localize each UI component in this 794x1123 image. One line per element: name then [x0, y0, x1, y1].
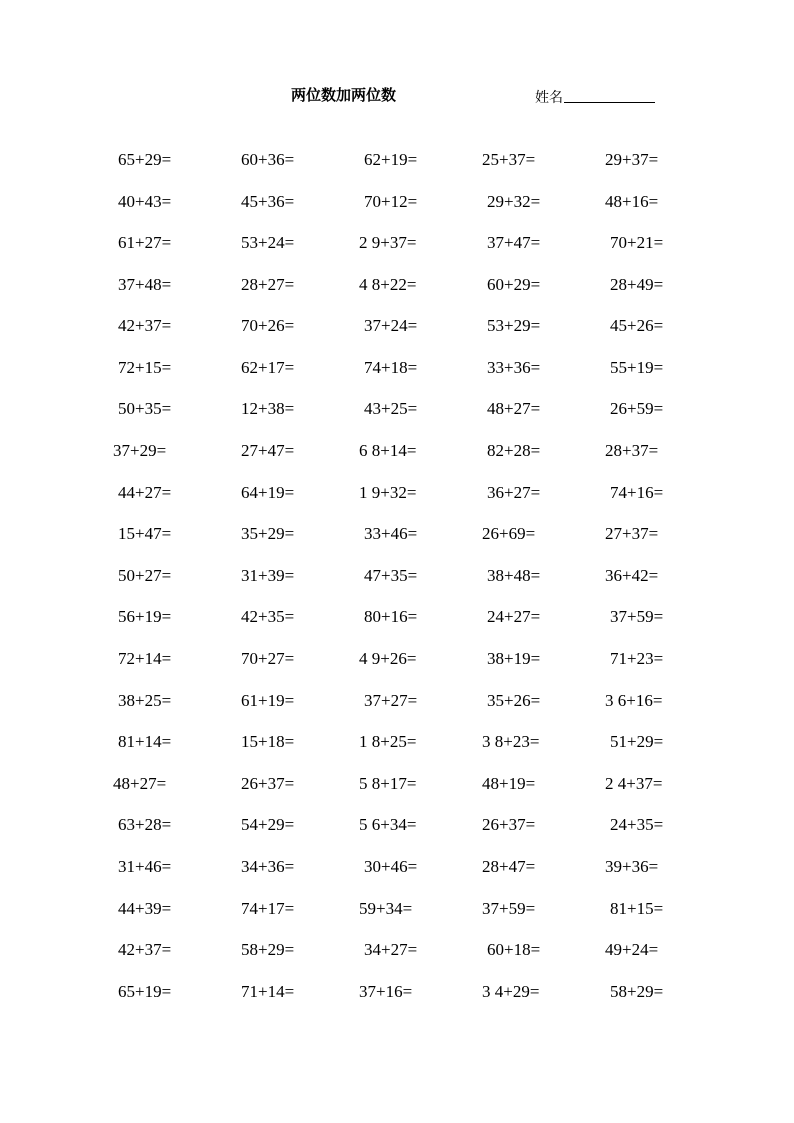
problem-item: 30+46=	[364, 857, 418, 876]
problem-item: 62+19=	[364, 150, 418, 169]
problem-row	[0, 190, 794, 214]
problem-item: 5 6+34=	[359, 815, 417, 834]
problem-item: 53+24=	[241, 233, 295, 252]
problem-item: 71+14=	[241, 982, 295, 1001]
problem-item: 55+19=	[610, 358, 664, 377]
problem-item: 4 9+26=	[359, 649, 417, 668]
problem-item: 27+47=	[241, 441, 295, 460]
problem-row	[0, 689, 794, 713]
problem-row	[0, 231, 794, 255]
problem-item: 37+59=	[610, 607, 664, 626]
problem-item: 28+27=	[241, 275, 295, 294]
problem-item: 70+27=	[241, 649, 295, 668]
problem-item: 6 8+14=	[359, 441, 417, 460]
problem-row	[0, 772, 794, 796]
problem-row	[0, 980, 794, 1004]
problem-item: 74+16=	[610, 483, 664, 502]
problem-item: 45+36=	[241, 192, 295, 211]
problem-row	[0, 356, 794, 380]
problem-item: 15+47=	[118, 524, 172, 543]
problem-item: 81+14=	[118, 732, 172, 751]
problem-item: 80+16=	[364, 607, 418, 626]
problem-item: 2 4+37=	[605, 774, 663, 793]
problem-item: 29+37=	[605, 150, 659, 169]
problem-item: 48+19=	[482, 774, 536, 793]
problem-item: 42+35=	[241, 607, 295, 626]
problem-item: 72+14=	[118, 649, 172, 668]
problem-item: 27+37=	[605, 524, 659, 543]
problem-item: 59+34=	[359, 899, 413, 918]
problem-item: 43+25=	[364, 399, 418, 418]
problem-item: 39+36=	[605, 857, 659, 876]
problem-item: 70+26=	[241, 316, 295, 335]
problem-item: 29+32=	[487, 192, 541, 211]
problem-item: 31+46=	[118, 857, 172, 876]
problem-row	[0, 938, 794, 962]
problem-item: 81+15=	[610, 899, 664, 918]
problem-item: 35+26=	[487, 691, 541, 710]
problem-item: 60+18=	[487, 940, 541, 959]
problem-item: 49+24=	[605, 940, 659, 959]
problem-row	[0, 855, 794, 879]
problem-item: 37+29=	[113, 441, 167, 460]
problem-item: 65+19=	[118, 982, 172, 1001]
page-title: 两位数加两位数	[291, 86, 397, 104]
problem-item: 50+35=	[118, 399, 172, 418]
problem-item: 37+59=	[482, 899, 536, 918]
problem-item: 33+36=	[487, 358, 541, 377]
problem-item: 45+26=	[610, 316, 664, 335]
problem-item: 4 8+22=	[359, 275, 417, 294]
problem-item: 28+37=	[605, 441, 659, 460]
problem-row	[0, 481, 794, 505]
problem-item: 48+27=	[113, 774, 167, 793]
problem-item: 71+23=	[610, 649, 664, 668]
problem-item: 36+27=	[487, 483, 541, 502]
problem-row	[0, 564, 794, 588]
problem-item: 26+69=	[482, 524, 536, 543]
problem-item: 37+27=	[364, 691, 418, 710]
problem-item: 50+27=	[118, 566, 172, 585]
problem-item: 51+29=	[610, 732, 664, 751]
problem-item: 5 8+17=	[359, 774, 417, 793]
name-label: 姓名	[535, 90, 563, 106]
problem-item: 58+29=	[241, 940, 295, 959]
problem-item: 42+37=	[118, 940, 172, 959]
problem-item: 38+25=	[118, 691, 172, 710]
problem-row	[0, 273, 794, 297]
problem-item: 28+49=	[610, 275, 664, 294]
problem-item: 61+27=	[118, 233, 172, 252]
problem-item: 1 8+25=	[359, 732, 417, 751]
problem-row	[0, 439, 794, 463]
problem-item: 44+39=	[118, 899, 172, 918]
problem-item: 54+29=	[241, 815, 295, 834]
problem-item: 2 9+37=	[359, 233, 417, 252]
problem-item: 58+29=	[610, 982, 664, 1001]
problem-item: 65+29=	[118, 150, 172, 169]
problem-item: 82+28=	[487, 441, 541, 460]
problem-item: 37+47=	[487, 233, 541, 252]
problem-item: 70+21=	[610, 233, 664, 252]
problem-row	[0, 897, 794, 921]
problem-item: 26+37=	[241, 774, 295, 793]
problem-item: 28+47=	[482, 857, 536, 876]
problem-item: 26+37=	[482, 815, 536, 834]
problem-row	[0, 605, 794, 629]
problem-item: 24+27=	[487, 607, 541, 626]
problem-item: 48+27=	[487, 399, 541, 418]
problem-row	[0, 647, 794, 671]
problem-item: 37+48=	[118, 275, 172, 294]
problem-item: 36+42=	[605, 566, 659, 585]
problem-item: 47+35=	[364, 566, 418, 585]
problem-item: 31+39=	[241, 566, 295, 585]
problem-item: 33+46=	[364, 524, 418, 543]
problem-item: 15+18=	[241, 732, 295, 751]
problem-row	[0, 813, 794, 837]
problem-row	[0, 397, 794, 421]
problem-item: 37+16=	[359, 982, 413, 1001]
problem-item: 74+18=	[364, 358, 418, 377]
problem-item: 61+19=	[241, 691, 295, 710]
problem-row	[0, 314, 794, 338]
problem-item: 40+43=	[118, 192, 172, 211]
problem-item: 34+36=	[241, 857, 295, 876]
problem-item: 1 9+32=	[359, 483, 417, 502]
problem-item: 35+29=	[241, 524, 295, 543]
problem-item: 60+36=	[241, 150, 295, 169]
problem-item: 62+17=	[241, 358, 295, 377]
problem-item: 44+27=	[118, 483, 172, 502]
problem-item: 53+29=	[487, 316, 541, 335]
problem-item: 74+17=	[241, 899, 295, 918]
problem-item: 12+38=	[241, 399, 295, 418]
problem-item: 38+19=	[487, 649, 541, 668]
problem-item: 42+37=	[118, 316, 172, 335]
problem-item: 37+24=	[364, 316, 418, 335]
problem-item: 3 8+23=	[482, 732, 540, 751]
problem-item: 25+37=	[482, 150, 536, 169]
problem-item: 56+19=	[118, 607, 172, 626]
problem-item: 60+29=	[487, 275, 541, 294]
problem-item: 38+48=	[487, 566, 541, 585]
problem-item: 64+19=	[241, 483, 295, 502]
problem-item: 34+27=	[364, 940, 418, 959]
problem-item: 70+12=	[364, 192, 418, 211]
problem-item: 72+15=	[118, 358, 172, 377]
problem-row	[0, 522, 794, 546]
problem-row	[0, 730, 794, 754]
problem-item: 63+28=	[118, 815, 172, 834]
problem-item: 24+35=	[610, 815, 664, 834]
problem-item: 48+16=	[605, 192, 659, 211]
problem-item: 26+59=	[610, 399, 664, 418]
problem-item: 3 6+16=	[605, 691, 663, 710]
problem-row	[0, 148, 794, 172]
problem-item: 3 4+29=	[482, 982, 540, 1001]
